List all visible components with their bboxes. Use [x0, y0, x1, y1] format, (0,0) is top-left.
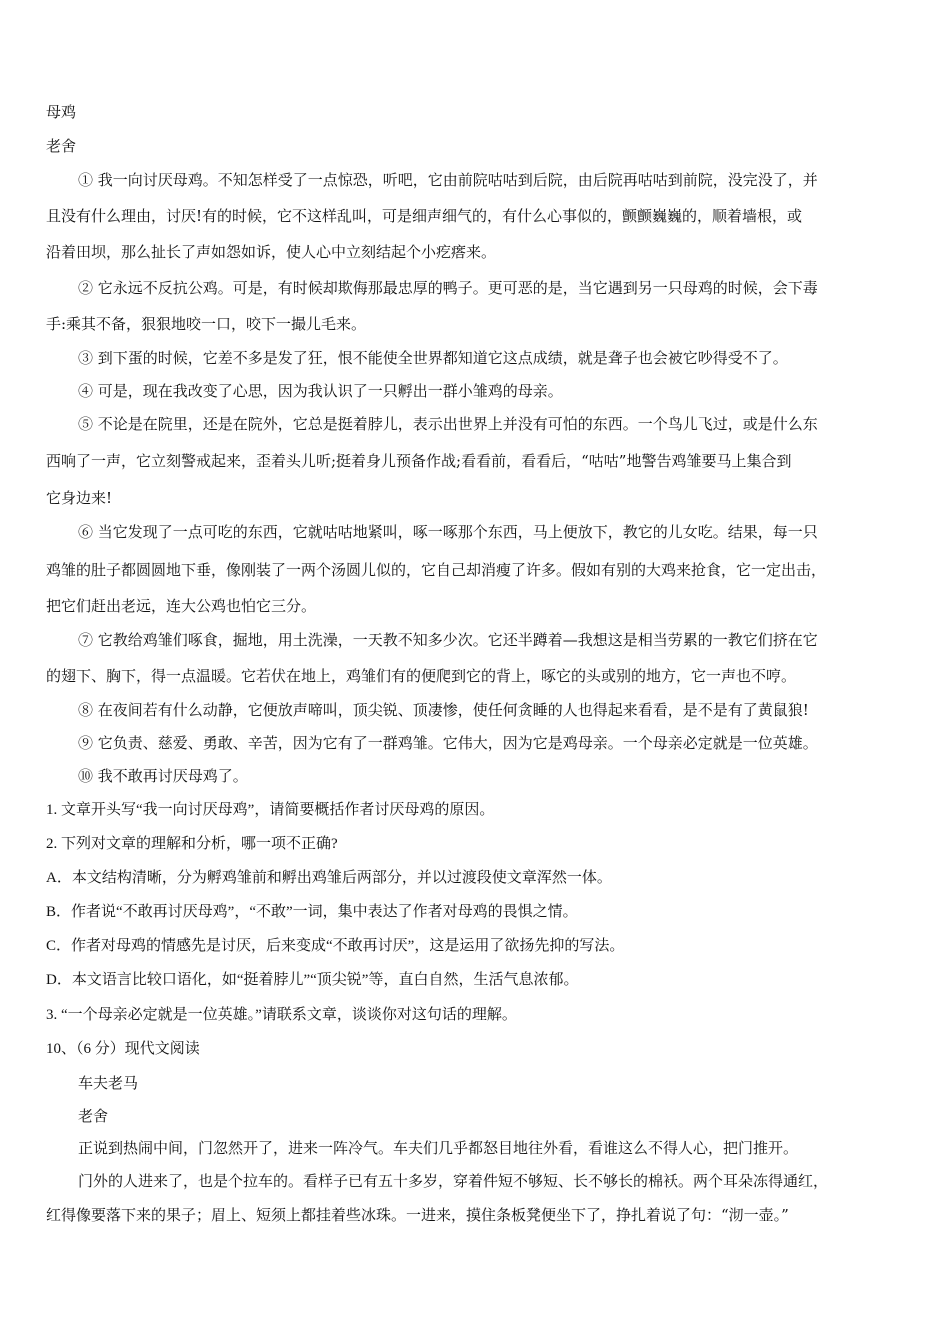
paragraph-line: ⑦ 它教给鸡雏们啄食，掘地，用土洗澡，一天教不知多少次。它还半蹲着—我想这是相当劳累的一教它们挤在它	[78, 631, 818, 649]
question-2: 2. 下列对文章的理解和分析，哪一项不正确?	[46, 836, 338, 852]
paragraph-line: 把它们赶出老远，连大公鸡也怕它三分。	[46, 597, 317, 615]
paragraph-line: ⑥ 当它发现了一点可吃的东西，它就咕咕地紧叫，啄一啄那个东西，马上便放下，教它的儿女吃。结果，每一只	[78, 523, 818, 541]
paragraph-line: 西响了一声，它立刻警戒起来，歪着头儿听;挺着身儿预备作战;看看前，看看后，“咕咕”地警告鸡雏要马上集合到	[46, 452, 792, 470]
paragraph-line: 它身边来!	[46, 489, 113, 507]
paragraph-line: 且没有什么理由，讨厌!有的时候，它不这样乱叫，可是细声细气的，有什么心事似的，颤颤巍巍的，顺着墙根，或	[46, 207, 803, 225]
question-1: 1. 文章开头写“我一向讨厌母鸡”，请简要概括作者讨厌母鸡的原因。	[46, 802, 495, 818]
paragraph-line: ⑩ 我不敢再讨厌母鸡了。	[78, 767, 248, 785]
paragraph-line: 正说到热闹中间，门忽然开了，进来一阵冷气。车夫们几乎都怒目地往外看，看谁这么不得人心，把门推开。	[78, 1139, 799, 1157]
option-c: C．作者对母鸡的情感先是讨厌，后来变成“不敢再讨厌”，这是运用了欲扬先抑的写法。	[46, 938, 625, 954]
article-author: 老舍	[46, 137, 77, 155]
paragraph-line: ⑧ 在夜间若有什么动静，它便放声啼叫，顶尖锐、顶凄惨，使任何贪睡的人也得起来看看，是不是有了黄鼠狼!	[78, 701, 809, 719]
paragraph-line: ① 我一向讨厌母鸡。不知怎样受了一点惊恐，听吧，它由前院咕咕到后院，由后院再咕咕到前院，没完没了，并	[78, 171, 818, 189]
article-author: 老舍	[78, 1107, 109, 1125]
paragraph-line: 门外的人进来了，也是个拉车的。看样子已有五十多岁，穿着件短不够短、长不够长的棉袄。两个耳朵冻得通红，	[78, 1172, 829, 1190]
article-title: 车夫老马	[78, 1074, 139, 1092]
paragraph-line: ⑤ 不论是在院里，还是在院外，它总是挺着脖儿，表示出世界上并没有可怕的东西。一个鸟儿飞过，或是什么东	[78, 415, 818, 433]
question-3: 3. “一个母亲必定就是一位英雄。”请联系文章，谈谈你对这句话的理解。	[46, 1007, 517, 1023]
option-a: A．本文结构清晰，分为孵鸡雏前和孵出鸡雏后两部分，并以过渡段使文章浑然一体。	[46, 870, 612, 886]
paragraph-line: ③ 到下蛋的时候，它差不多是发了狂，恨不能使全世界都知道它这点成绩，就是聋子也会被它吵得受不了。	[78, 349, 788, 367]
paragraph-line: 手:乘其不备，狠狠地咬一口，咬下一撮儿毛来。	[46, 315, 367, 333]
option-d: D．本文语言比较口语化，如“挺着脖儿”“顶尖锐”等，直白自然，生活气息浓郁。	[46, 972, 579, 988]
paragraph-line: ② 它永远不反抗公鸡。可是，有时候却欺侮那最忠厚的鸭子。更可恶的是，当它遇到另一只母鸡的时候，会下毒	[78, 279, 818, 297]
paragraph-line: 红得像要落下来的果子；眉上、短须上都挂着些冰珠。一进来，摸住条板凳便坐下了，挣扎着说了句：“沏一壶。”	[46, 1206, 789, 1224]
paragraph-line: 鸡雏的肚子都圆圆地下垂，像刚装了一两个汤圆儿似的，它自己却消瘦了许多。假如有别的大鸡来抢食，它一定出击，	[46, 561, 827, 579]
article-title: 母鸡	[46, 103, 77, 121]
paragraph-line: ⑨ 它负责、慈爱、勇敢、辛苦，因为它有了一群鸡雏。它伟大，因为它是鸡母亲。一个母亲必定就是一位英雄。	[78, 734, 818, 752]
paragraph-line: 沿着田坝，那么扯长了声如怨如诉，使人心中立刻结起个小疙瘩来。	[46, 243, 497, 261]
section-heading: 10、（6 分）现代文阅读	[46, 1041, 200, 1057]
paragraph-line: ④ 可是，现在我改变了心思，因为我认识了一只孵出一群小雏鸡的母亲。	[78, 382, 563, 400]
paragraph-line: 的翅下、胸下，得一点温暖。它若伏在地上，鸡雏们有的便爬到它的背上，啄它的头或别的地方，它一声也不哼。	[46, 667, 797, 685]
option-b: B．作者说“不敢再讨厌母鸡”，“不敢”一词，集中表达了作者对母鸡的畏惧之情。	[46, 904, 578, 920]
